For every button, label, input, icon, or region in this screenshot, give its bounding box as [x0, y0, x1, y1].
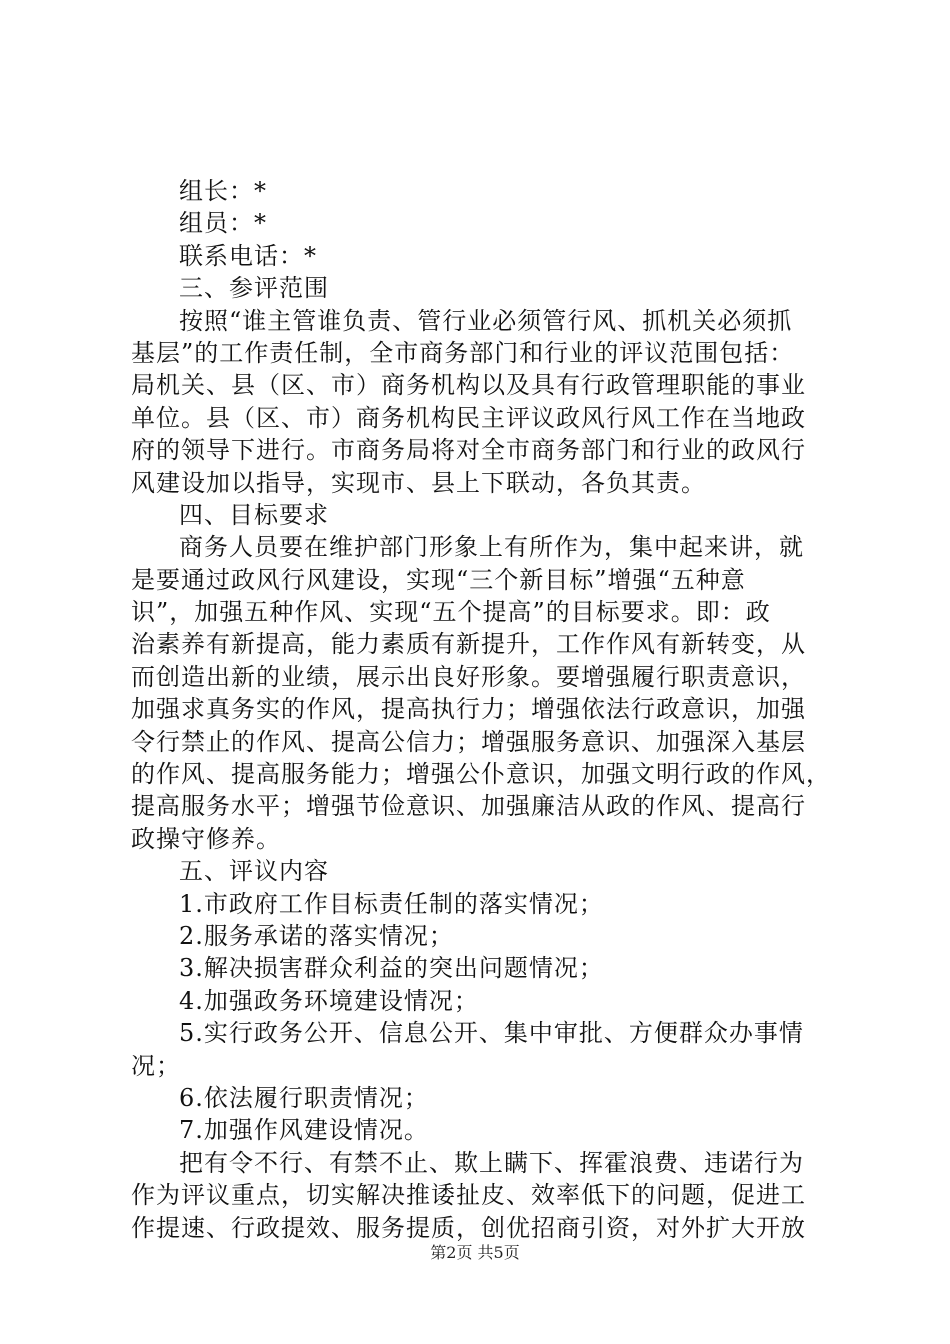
text-line: 基层”的工作责任制，全市商务部门和行业的评议范围包括： — [131, 338, 795, 367]
text-line: 三、参评范围 — [179, 274, 329, 303]
text-line: 组长：* — [179, 177, 267, 205]
text-line: 而创造出新的业绩，展示出良好形象。要增强履行职责意识， — [131, 662, 806, 691]
text-line: 按照“谁主管谁负责、管行业必须管行风、抓机关必须抓 — [179, 306, 793, 335]
text-line: 作提速、行政提效、服务提质，创优招商引资，对外扩大开放 — [131, 1213, 806, 1242]
text-line: 4.加强政务环境建设情况； — [179, 986, 479, 1015]
text-line: 识”，加强五种作风、实现“五个提高”的目标要求。即：政 — [131, 598, 771, 627]
text-line: 是要通过政风行风建设，实现“三个新目标”增强“五种意 — [131, 565, 746, 594]
text-line: 风建设加以指导，实现市、县上下联动，各负其责。 — [131, 468, 706, 497]
text-line: 把有令不行、有禁不止、欺上瞒下、挥霍浪费、违诺行为 — [179, 1148, 804, 1177]
text-line: 治素养有新提高，能力素质有新提升，工作作风有新转变，从 — [131, 630, 806, 659]
text-line: 四、目标要求 — [179, 500, 329, 529]
text-line: 1.市政府工作目标责任制的落实情况； — [179, 889, 604, 918]
page-number-label: 第2页 共5页 — [430, 1243, 520, 1262]
text-line: 5.实行政务公开、信息公开、集中审批、方便群众办事情 — [179, 1019, 804, 1048]
document-body — [131, 175, 831, 1244]
text-line: 府的领导下进行。市商务局将对全市商务部门和行业的政风行 — [131, 436, 806, 465]
text-line: 商务人员要在维护部门形象上有所作为，集中起来讲，就 — [179, 533, 804, 562]
text-line: 的作风、提高服务能力；增强公仆意识，加强文明行政的作风， — [131, 760, 831, 789]
text-line: 令行禁止的作风、提高公信力；增强服务意识、加强深入基层 — [131, 727, 806, 756]
text-line: 7.加强作风建设情况。 — [179, 1116, 429, 1145]
text-line: 组员：* — [179, 209, 267, 238]
text-line: 局机关、县（区、市）商务机构以及具有行政管理职能的事业 — [131, 371, 806, 400]
text-line: 单位。县（区、市）商务机构民主评议政风行风工作在当地政 — [131, 403, 806, 432]
text-line: 作为评议重点，切实解决推诿扯皮、效率低下的问题，促进工 — [131, 1181, 806, 1210]
text-line: 况； — [131, 1051, 181, 1080]
text-line: 联系电话：* — [179, 241, 317, 270]
text-line: 政操守修养。 — [131, 824, 281, 853]
page-footer — [0, 1240, 950, 1263]
text-line: 加强求真务实的作风，提高执行力；增强依法行政意识，加强 — [131, 695, 806, 724]
text-line: 6.依法履行职责情况； — [179, 1083, 429, 1112]
text-line: 3.解决损害群众利益的突出问题情况； — [179, 954, 604, 983]
text-line: 提高服务水平；增强节俭意识、加强廉洁从政的作风、提高行 — [131, 792, 806, 821]
text-line: 五、评议内容 — [179, 857, 329, 886]
text-line: 2.服务承诺的落实情况； — [179, 921, 454, 950]
